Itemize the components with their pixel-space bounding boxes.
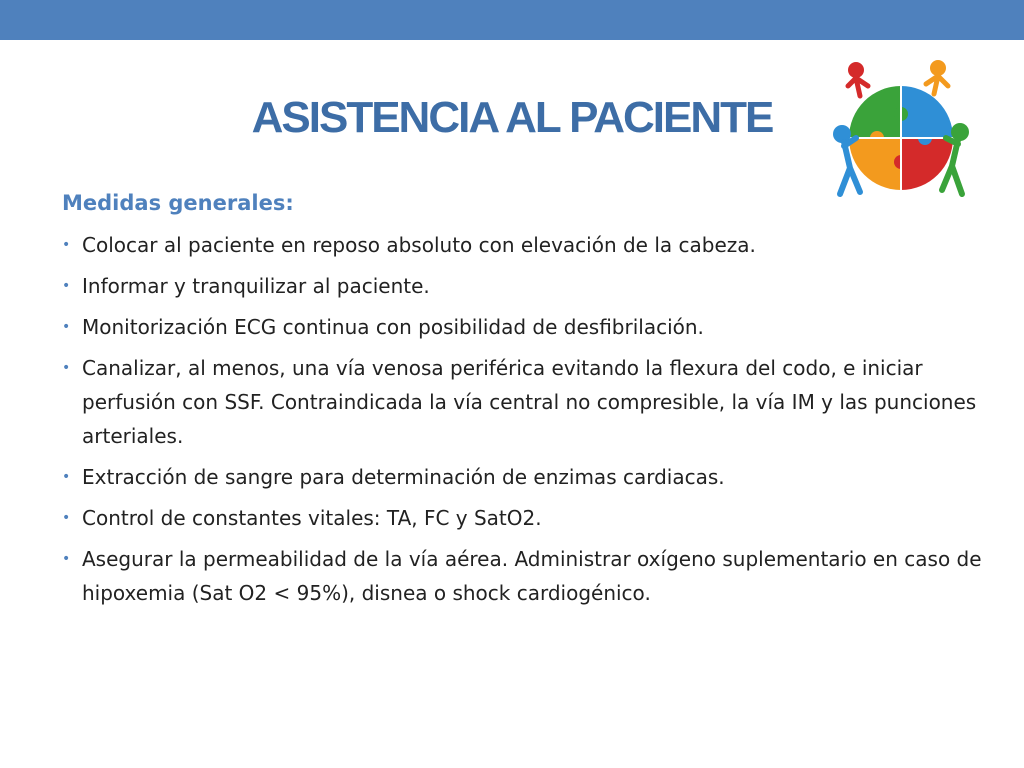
bullet-item [62, 460, 982, 494]
bullet-text: Control de constantes vitales: TA, FC y SatO2. [82, 506, 542, 530]
puzzle-teamwork-icon [826, 56, 976, 206]
bullet-icon: • [62, 360, 71, 376]
slide-body [62, 186, 982, 617]
bullet-icon: • [62, 237, 71, 253]
bullet-text: Extracción de sangre para determinación de enzimas cardiacas. [82, 465, 725, 489]
bullet-item [62, 310, 982, 344]
bullet-text: Monitorización ECG continua con posibilidad de desfibrilación. [82, 315, 704, 339]
bullet-icon: • [62, 510, 71, 526]
bullet-text: Informar y tranquilizar al paciente. [82, 274, 430, 298]
bullet-text: Asegurar la permeabilidad de la vía aérea. Administrar oxígeno suplementario en caso de hipoxemia (Sat O2 < 95%), disnea o shock cardiogénico. [82, 547, 982, 605]
bullet-item [62, 228, 982, 262]
subheading: Medidas generales: [62, 191, 294, 215]
bullet-icon: • [62, 278, 71, 294]
bullet-list [62, 228, 982, 610]
bullet-text: Colocar al paciente en reposo absoluto con elevación de la cabeza. [82, 233, 756, 257]
slide-title: ASISTENCIA AL PACIENTE [251, 93, 773, 142]
bullet-icon: • [62, 319, 71, 335]
bullet-item [62, 269, 982, 303]
top-accent-bar [0, 0, 1024, 40]
bullet-text: Canalizar, al menos, una vía venosa periférica evitando la flexura del codo, e iniciar perfusión con SSF. Contraindicada la vía central no compresible, la vía IM y las punciones arteriales. [82, 356, 977, 448]
bullet-item [62, 501, 982, 535]
bullet-item [62, 351, 982, 453]
bullet-icon: • [62, 551, 71, 567]
bullet-item [62, 542, 982, 610]
bullet-icon: • [62, 469, 71, 485]
